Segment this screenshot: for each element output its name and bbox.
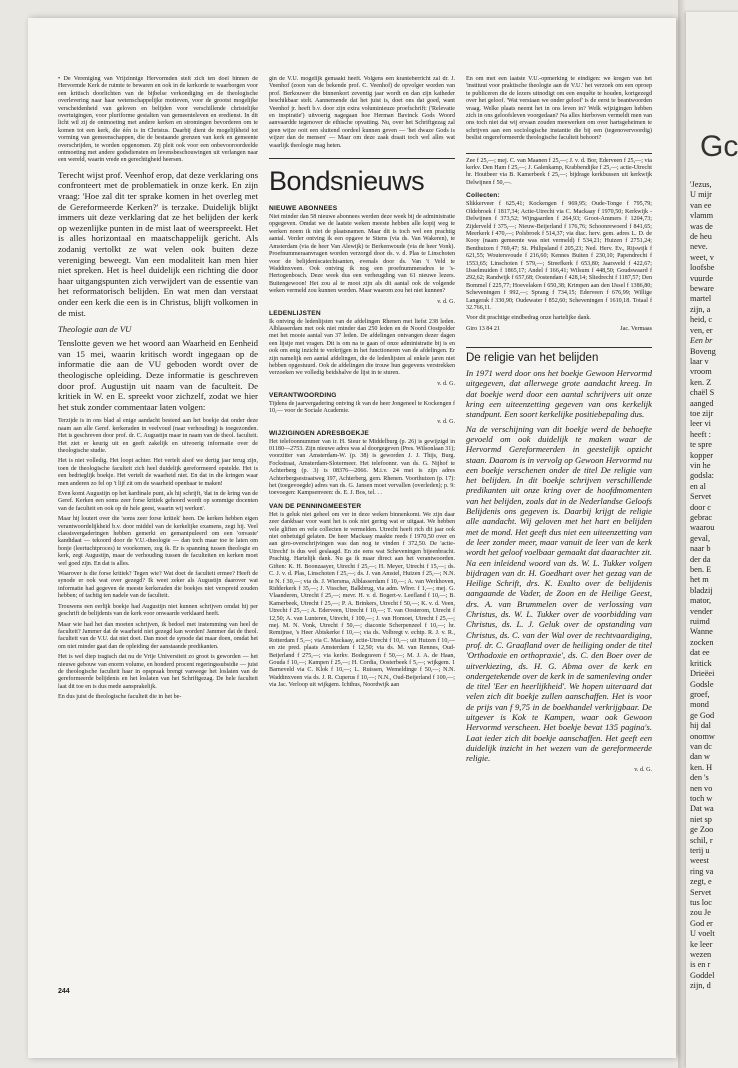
giro-number: Giro 13 84 21: [466, 325, 501, 332]
next-page-line: naar b: [690, 544, 711, 554]
next-page-line: was de: [690, 221, 713, 231]
next-page-line: vender: [690, 606, 713, 616]
next-page-line: Wanne: [690, 627, 713, 637]
enquete-paragraph: En om met een laatste V.U.-opmerking te eindigen: we kregen van het 'instituut voor praktische theologie aan de V.U.' het verzoek om een oproep te publiceren die de lezers uitnodigt om een enquête te houden, kortgezegd over het geloof. 'Wat verstaan we onder geloof' is de eerst te beantwoorden vraag. Welke plaats neemt het in ons leven in? Welk wijzigingen hebben zich in ons geloofsleven voorgedaan? Na alles hierboven vermeldt men van ons toch niet dat wij ervaan zouden meewerken om over hartsgeheimen te schrijven aan een sociologische instantie die bij een (tegenovervoordig) beslist ongereformeerde theologische faculteit behoort?: [466, 76, 652, 142]
next-page-line: geval,: [690, 533, 711, 543]
next-page-line: ring va: [690, 866, 714, 876]
next-page-line: zocken: [690, 637, 714, 647]
next-page-line: het m: [690, 575, 709, 585]
next-page-line: neve.: [690, 242, 708, 252]
next-page-line: ken. H: [690, 762, 713, 772]
next-page-edge: [686, 12, 738, 1068]
next-page-line: heeft :: [690, 429, 711, 439]
next-page-line: en al: [690, 481, 706, 491]
section-text: Niet minder dan 58 nieuwe abonnees werden deze week bij de administratie opgegeven. Omdat we de laatste weken meeste hebben alle kopij weg te werken noem ik niet de plaatsnamen. Maar dit is toch wel een prachtig aantal. Verder ontving ik een opgave te Stiens (via ds. Van Wakeren), te Amsterdam (via de heer Van Alewijk) te Berkenwoude (via de heer Vonk). Proefnummeraanvragen worden verzorgd door ds. v. d. Plas te Linschoten voor de belijdeniscatechisanten, evenals door ds. Van 't Veld te Waddinxveen. Ook ontving ik nog een proefnummeradres te 's-Hertogenbosch. Deze week dus een verheugding van 61 nieuwe lezers. Buitengewoon! Het zou al te mooi zijn als dit aantal ook de volgende weken vermeld zou kunnen worden. Maar waarom zou het niet kunnen?: [269, 214, 455, 295]
collecten-list: Slikkerveer f 625,41; Kockengen f 969,95; Oude-Tonge f 795,79; Oldebroek f 1817,34; Actie-Utrecht via C. Mackaay f 1970,50; Kerkwijk - Delwijnen f 373,52; Wijngaarden f 264,93; Groot-Ammers f 1204,73; Zijderveld f 375,—; Nieuw-Beijerland f 176,76; Schoonrewoerd f 841,65; Meerkerk f 470,—; Polsbroek f 514,37; via diac. herv. gem. adres L. D. de Kooy (naam gemeente was niet vermeld) f 534,21; Huizen f 2751,24; Benthuizen f 769,47; St. Philipsland f 205,23; Ned. Herv. Ev., Rijswijk f 621,55; Woutersvoude f 216,60; Kennes Buiten f 230,10; Papendrecht f 1553,65; Linschoten f 579,—; Streefkerk f 653,80; Jaarsveld f 422,67; IJsselmuiden f 1865,17; Andel f 166,41; Wilsum f 448,50; Goudswaard f 292,62; Randwijk f 657,68; Oostendam f 428,14; Sliedrecht f 1187,57; Den Bommel f 225,77; Hoevelaken f 650,38; Krimpen aan den IJssel f 1386,80; Scheveningen f 992,—; Sprang f 734,15; Ederveen f 676,99; Willige Langerak f 330,90; Oudewater f 852,60; Scheveningen f 1610,18. Totaal f 32.766,11.: [466, 201, 652, 311]
next-page-line: mond: [690, 700, 709, 710]
next-page-line: terij u: [690, 846, 710, 855]
magazine-page: [28, 18, 676, 1058]
next-page-line: 'Jezus,: [690, 180, 712, 189]
next-page-line: zijn, d: [690, 981, 711, 991]
section-text: Tijdens de jaarvergadering ontving ik van de heer Jongeneel te Kockengen f 10,— voor de Sociale Academie.: [269, 400, 455, 415]
next-page-line: vroom: [690, 367, 712, 377]
quoted-paragraph: Het is niet volledig. Het loopt achter. Het vertelt alsof we dertig jaar terug zijn, toen de theologische faculteit zich heel duidelijk gereformeerd opstelde. Het is een bedrieglijk boekje. Het vertelt de waarheid niet. En dat in die kringen waar men anderen zo fel op 't lijf zit om de waarheid openbaar te maken!: [58, 458, 258, 487]
next-page-line: tus loc: [690, 898, 712, 908]
next-page-line: niet sp: [690, 814, 712, 824]
next-page-line: aanged: [690, 398, 714, 408]
next-page-line: kopper: [690, 450, 714, 460]
next-page-line: bladzij: [690, 585, 713, 595]
next-page-line: vuurde: [690, 273, 714, 283]
next-page-line: U voelt: [690, 929, 715, 939]
next-page-line: zijn, a: [690, 304, 711, 314]
intro-paragraph: Tenslotte geven we het woord aan Waarheid en Eenheid van 15 mei, waarin kritisch wordt ingegaan op de informatie die aan de VU geboden wordt over de theologische opleiding. Deze informatie is geschreven door prof. Augustijn uit naam van de faculteit. De kritiek in W. en E. spreekt voor zichzelf, zodat we hier het stuk zonder commentaar laten volgen:: [58, 338, 258, 412]
vvh-declaration: • De Vereniging van Vrijzinnige Hervormden stelt zich ten doel binnen de Hervormde Kerk de ruimte te bewaren en ook in de kerkorde te waarborgen voor een kritisch doorlichten van de bijbelse verkondiging en de theologische overlevering naar haar wetenschappelijke motieven, voor de grootst mogelijke verscheidenheid van geloven en belijden voor verschillende christelijke overtuigingen, voor pluriforme gestalten van gemeenteleven en eredienst. In dit licht wil zij de ontmoeting met andere kerken en stromingen bevorderen om te komen tot een kerk, die één is in Christus. Daarbij dient de mogelijkheid tot vorming van gemeenschappen, die de bestaande grenzen van kerk en gemeente overschrijden, te worden opgenomen. Zij pleit ook voor een onbevooroordeelde ontmoeting met andere godsdiensten en levensbeschouwingen uit verlangen naar een wereld, waarin vrede en gerechtigheid heersen.: [58, 76, 258, 164]
article-body: Na de verschijning van dit boekje werd de behoefte gevoeld om ook duidelijk te maken waar de Hervormd Gereformeerden in geestelijk opzicht staan. Daarom is in vervolg op Gewoon Hervormd nu een boekje verschenen onder de titel De religie van het belijden. In dit boekje schrijven verschillende predikanten uit onze kring over de hoofdmomenten van het belijden, zoals dat in de Nederlandse Geloofs Belijdenis ons gegeven is. Daarbij krijgt de religie alle aandacht. Wij geloven met het hart en belijden met de mond. Het geeft dus niet een uiteenzetting van de leer zonder meer, maar vanuit de leer van de kerk wordt het geloof voelbaar gemaakt dat daarachter zit. Na een inleidend woord van ds. W. L. Tukker volgen bijdragen van dr. H. Goedhart over het gezag van de Heilige Schrift, drs. K. Exalto over de belijdenis aangaande de Vader, de Zoon en de Heilige Geest, drs. A. van Brummelen over de verlossing van Christus, ds. W. L. Tukker over de voorbidding van Christus, ds. L. J. Geluk over de opstanding van Christus, ds. C. van der Wal over de rechtvaardiging, prof. dr. C. Graafland over de heiliging onder de titel 'Orthodoxie en orthopraxie', ds. C. den Boer over de uitverkiezing, ds. H. G. Abma over de kerk en ondergetekende over de kerk in de samenleving onder de titel 'Eer en heerlijkheid'. We hopen uiteraard dat velen zich dit boekje zullen aanschaffen. Het is voor de prijs van f 9,75 in de boekhandel verkrijgbaar. De uitgever is Kok te Kampen, waar ook Gewoon Hervormd verscheen. Het boekje bevat 135 pagina's. Laat ieder zich dit boekje aanschaffen. Het geeft een duidelijk inzicht in het wezen van de gereformeerde religie.: [466, 423, 652, 764]
next-page-line: godsla:: [690, 471, 714, 481]
next-page-line: nen vo: [690, 783, 713, 793]
next-page-line: Drieëei: [690, 669, 715, 679]
next-page-line: wezen: [690, 950, 712, 960]
next-page-text: [690, 180, 738, 992]
signature: v. d. G.: [437, 418, 455, 425]
signature: v. d. G.: [437, 380, 455, 387]
treasurer-name: Jac. Vermaas: [620, 325, 652, 332]
next-page-line: Dat wa: [690, 804, 714, 814]
next-page-line: de heu: [690, 232, 712, 242]
next-page-title: Gc: [700, 130, 738, 163]
next-page-line: leer vi: [690, 419, 711, 429]
next-page-line: Goddel: [690, 970, 715, 980]
section-text: Het telefoonnummer van ir. H. Steur te Middelburg (p. 26) is gewijzigd in 01180—2753. Zijn nieuwe adres was al doorgegeven (Pres. Wilsonlaan 31); voorzitter van Amsterdam-W. (p. 38) is geworden J. J. Thijs, Burg. Fockstraat, Amsterdam-Slotermeer. Het telefoonnr. van ds. G. Nijhof te Achterberg (p. 3) is 08376—2066. M.i.v. 24 mei is zijn adres Achterbergsestraatweg 197, Achterberg, gem. Rhenen. Voorthuizen (p. 17): het (toegevoegde) adres van ds. G. Jansen moet vervallen (overleden); p. 9: toevoegen: Kampsenveen: ds. E. J. Bos, tel. . .: [269, 438, 455, 497]
bondsnieuws-banner: Bondsnieuws: [269, 158, 455, 197]
quoted-paragraph: En dus juist de theologische faculteit die in het be-: [58, 694, 182, 701]
next-page-line: ben. E: [690, 565, 712, 575]
next-page-line: heid, c: [690, 315, 713, 325]
gifts-list: Zee f 25,—; mej. C. van Maanen f 25,—; J. v. d. Bor, Ederveen f 25,—; via kerkv. Den Ham f 25,—; J. Galenkamp, Krabbendijke f 25,—; actie-Utrecht hr. Houtbeer via B. Kamerbeek f 25,—; bijdrage kerkbussen uit kerkwijk Delwijnen f 50,—.: [466, 157, 652, 186]
vu-continuation-paragraph: gin de V.U. mogelijk gemaakt heeft. Volgens een kranteberricht zal dr. J. Veenhof (zoon van de bekende prof. C. Veenhof) de opvolger worden van prof. Berkouwer die binnenkort zeventig jaar wordt en dan zijn katheder beschikbaar stelt. Aannemende dat het juist is, doet ons dat goed, want Veenhof jr. heeft b.v. door zijn extra voluminieuze proefschrift: ('Relevatie en inspiratie') uitvoerig nagegaan hoe Herman Bavinck Gods Woord aanvaardde tegenover de ethische opvatting. Nu, over het Schriftgezag zal geen wijze ooit een sluitend oordeel kunnen geven — 'het dwaze Gods is wijzer dan de mensen' — Maar om deze zaak draait toch wel alles wat waarlijk theologie mag heten.: [269, 76, 455, 149]
section-text: Het is geluk niet geheel om ver in deze weken binnenkomt. We zijn daar zeer dankbaar voor want het is ook niet gering wat er uitgaat. We hebben vele gliften en vele collecten te vermelden. Utrecht heeft rich dit jaar ook niet onbetuigd gelaten. De heer Mackaay maakte reeds f 1970,50 over en aan giro-overschrijvingen was dan nog te vinden f 372,50. De 'actie-Utrecht' is dus wel geslaagd. En zie eens wat Scheveningen bijeenbracht. Prachtig. Hartelijk dank. Nu ga ik maar direct aan het verantwoorden. Giften: K. H. Boonzaayer, Utrecht f 25,—; H. Meyer, Utrecht f 15,—; ds. C. J. v. d. Plas, Linschoten f 25,—; ds. J. van Amstel, Huizen f 25,—; N.N. te N. f 30,—; via ds. J. Wiersma, Alblasserdam f 10,—; A. van Werkhoven, Ridderkerk f 35,—; J. Visscher, Balkbrug, via adm. Whvr. f 1,—; mej. G. Vlaanderen, Utrecht f 25,—; mevr. H. v. d. Bogert-v. Leefland f 10,—; B. Kamerbeek, Utrecht f 25,—; P. A. Brinkers, Utrecht f 50,—; K. v. d. Veen, Utrecht f 25,—; A. Ederveen, Utrecht f 10,—; T. van Oosterom, Utrecht f 12,50; A. van Lunteren, Utrecht, f 100,—; J. van Homoet, Utrecht f 25,—; mej. M. N. Vonk, Utrecht f 50,—; diaconie Scherpenzeel f 10,—; hr. Remijnse, 's Heer Abtskerke f 10,—; via ds. Volbregt v. echtp. R. J. v. R., Rotterdam f 5,—; via C. Mackaay, actie-Utrecht f 10,—; uit Huizen f 10,— en zie pred. plaats Amsterdam f 12,50; via ds. M. van Rennes, Oud-Beijerland f 275,—; via kerkv. Bodegraven f 50,—; M. J. A. de Haan, Gouda f 10,—; Kampen f 25,—; H. Cordia, Oosterbeek f 5,—; wijkgem. 1 Barneveld via C. Klok f 10,—; L. Ruissen, Wemeldinge f 50,—; N.N. Waddinxveen via ds. J. R. Cuperus f 10,—; N.N., Oud-Beijerland f 100,—; via Jac. Verloop uit wijkgem. Ichthus, Noordwijk aan: [269, 511, 455, 689]
next-page-line: dat ee: [690, 648, 710, 658]
quoted-paragraph: Terzijde is in ons blad al enige aandacht besteed aan het boekje dat onder deze naam aan alle Geref. kerkeraden in veelvoud (naar verhouding) is toegezonden. Het is geschreven door prof. dr. C. Augustijn maar in naam van de theol. faculteit. Het ziet er keurig uit en geeft zakelijk en uitvoerig informatie over de theologische studie.: [58, 418, 258, 454]
next-page-line: martel: [690, 294, 712, 304]
next-page-line: van dc: [690, 741, 712, 751]
next-page-line: loofsbe: [690, 263, 715, 273]
section-heading: WIJZIGINGEN ADRESBOEKJE: [269, 429, 369, 437]
next-page-line: ruimd: [690, 617, 710, 627]
next-page-line: chaël S: [690, 388, 715, 398]
quoted-paragraph: Maar wie had het dan moeten schrijven, ik bedoel met instemming van heel de faculteit? Jammer dat de waarheid niet gezegd kan worden! Jammer dat de theol. faculteit van de V.U. dat niet doet. Dan moet de synode dat maar doen, omdat het om niet minder gaat dan de opleiding der aanstaande predikanten.: [58, 621, 258, 650]
next-page-line: God er: [690, 918, 713, 928]
next-page-line: zegt, e: [690, 877, 712, 887]
next-page-line: groef,: [690, 689, 710, 699]
subheading-theologie-vu: Theologie aan de VU: [58, 324, 132, 335]
next-page-line: vin he: [690, 460, 711, 470]
section-heading: VERANTWOORDING: [269, 391, 337, 399]
next-page-line: waarou: [690, 523, 715, 533]
article-title: De religie van het belijden: [466, 352, 599, 365]
next-page-line: hij dal: [690, 721, 711, 731]
section-heading: LEDENLIJSTEN: [269, 309, 321, 317]
next-page-line: dan w: [690, 752, 711, 762]
next-page-line: weet, v: [690, 252, 714, 262]
quoted-paragraph: Trouwens een eerlijk boekje had Augustijn niet kunnen schrijven omdat hij per geschrift de belijdenis van de kerk voor onwaarde verklaard heeft.: [58, 603, 258, 618]
quoted-paragraph: Waarover is die forse kritiek? Tegen wie? Wat doet de faculteit ermee? Heeft de synode er ook wat over gezegd? Ik weet zeker als Augustijn daarover wat informatie had gegeven de meeste kerkeraden die boekjes niet verspreid zouden hebben; of tachtig ten nadele van de faculteit.: [58, 571, 258, 600]
page-number: 244: [58, 988, 70, 995]
divider: [466, 347, 652, 348]
next-page-line: ven, er: [690, 325, 713, 335]
next-page-line: den 's: [690, 773, 709, 783]
next-page-line: schil, r: [690, 835, 713, 845]
next-page-line: mator,: [690, 596, 712, 606]
next-page-line: Servet: [690, 887, 712, 897]
commentary-paragraph: Terecht wijst prof. Veenhof erop, dat deze verklaring ons confronteert met de problematiek in onze kerk. En zijn vraag: 'Hoe zal dit ter sprake komen in het overleg met de Gereformeerde Kerken?' is terzake. Duidelijk blijkt immers uit deze verklaring dat ze het belijden der kerk op wezenlijke punten in de mist laat of weerspreekt. Het is alles horizontaal en maatschappelijk gericht. Als zodanig vertolkt ze wat velen ook buiten deze vereniging beweegt. Van een modaliteit kan men hier niet spreken. Het is heel duidelijk een richting die door haar uitgangspunten zich verwijdert van de essentie van het reformatorisch belijden. En wat men dan verstaat onder een kerk die een is in Christus, blijft volkomen in de mist.: [58, 169, 258, 318]
signature: v. d. G.: [634, 767, 652, 774]
next-page-line: door c: [690, 502, 711, 512]
section-text: Ik ontving de ledenlijsten van de afdelingen Rhenen met liefst 238 leden. Alblasserdam met ook niet minder dan 250 leden en de Noord Oostpolder met het mooie aantal van 37 leden. De afdelingen ontvangen dezer dagen een lijstje met vragen. Dit is om na te gaan of onze administratie bij is en ook om enig inzicht te verkrijgen in het functioneren van de afdelingen. Er zijn namelijk een aantal afdelingen, die de ledenlijsten al enkele jaren niet hebben opgestuurd. Ook de afdelingen die trouw hun gegevens verstrekken verzoeken we volledig beidshalve de lijst in te sturen.: [269, 318, 455, 377]
next-page-line: Boveng: [690, 346, 716, 356]
next-page-line: kritick: [690, 658, 712, 668]
next-page-line: ge God: [690, 710, 715, 720]
next-page-line: ke leer: [690, 939, 713, 949]
page-gutter: [678, 0, 686, 1068]
next-page-line: onomw: [690, 731, 715, 741]
signature: v. d. G.: [437, 298, 455, 305]
next-page-line: te spre: [690, 440, 712, 450]
divider: [466, 153, 652, 154]
next-page-line: U mijr: [690, 190, 712, 200]
next-page-line: zou Je: [690, 908, 711, 918]
closing-thanks: Voor dit prachtige eindbedrag onze hartelijke dank.: [466, 315, 591, 322]
next-page-line: ge Zoo: [690, 825, 714, 835]
next-page-line: van ee: [690, 200, 712, 210]
next-page-line: der da: [690, 554, 711, 564]
article-intro: In 1971 werd door ons het boekje Gewoon Hervormd uitgegeven, dat allerwege grote aandacht kreeg. In dat boekje werd door een aantal schrijvers uit onze kring een uiteenzetting gegeven van ons kerkelijk standpunt. Een soort kerkelijke positiebepaling dus.: [466, 368, 652, 420]
section-heading: NIEUWE ABONNEES: [269, 205, 338, 213]
next-page-line: laar v: [690, 356, 709, 366]
next-page-line: Een br: [690, 336, 713, 346]
next-page-line: toch w: [690, 793, 713, 803]
collecten-heading: Collecten:: [466, 192, 500, 200]
quoted-paragraph: Even komt Augustijn op het kardinale punt, als hij schrijft, 'dat in de kring van de Geref. Kerken een soms zeer forse kritiek gehoord wordt op sommige docenten van de faculteit en ook op de hele geest, waarin wij werken'.: [58, 491, 258, 512]
section-heading: VAN DE PENNINGMEESTER: [269, 502, 362, 510]
next-page-line: Servet: [690, 492, 712, 502]
column-right: [466, 76, 652, 976]
next-page-line: vlamm: [690, 211, 714, 221]
column-middle: [269, 76, 455, 976]
next-page-line: toe zijr: [690, 408, 714, 418]
quoted-paragraph: Het is wel diep tragisch dat nu de Vrije Universiteit zo groot is geworden — het nieuwe gebouw van enorm volume, en honderd procent regeringssubsidie — juist de theologische faculteit haar in opspraak brengt vanwege het loslaten van de gereformeerde belijdenis en het loslaten van het Schriftgezag. De hele faculteit laat dit toe en is dus mede aansprakelijk.: [58, 654, 258, 690]
next-page-line: beware: [690, 284, 714, 294]
column-left: [58, 76, 258, 956]
next-page-line: is en r: [690, 960, 711, 970]
next-page-line: gebrac: [690, 513, 713, 522]
quoted-paragraph: Maar hij loutert over die 'soms zeer forse kritiek' heen. De kerken hebben eigen verantwoordelijkheid b.v. door middel van de kerkelijke examens, zegt hij. Veel classisvergaderingen hebben gemerkt en gemanipuleerd om een 'onvaste' kandidaat — tekoord door de V.U.-theologie — dan toch maar toe te laten om bonje (leertuchtproces) te voorkomen, zeg ik. Er is spanning tussen theologie en kerk, zegt Augustijn, maar de verhouding tussen de faculteiten en kerken moet wel goed zijn. En dat is alles.: [58, 516, 258, 567]
next-page-line: weest: [690, 856, 709, 866]
next-page-line: ken. Z: [690, 377, 712, 387]
next-page-line: Godsle: [690, 679, 714, 689]
giro-line: [466, 326, 652, 333]
